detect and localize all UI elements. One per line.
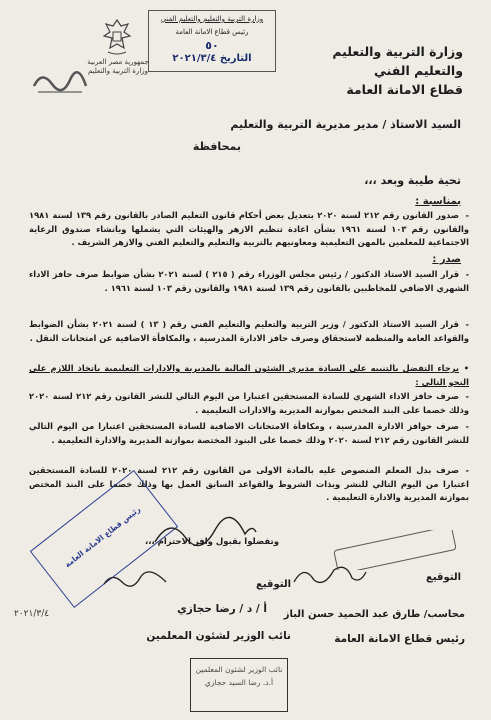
issued-paragraph-1 [29,268,469,295]
issued-heading: صدر : [432,254,461,265]
bullet-icon: - [465,269,470,279]
eagle-emblem-icon [100,18,134,56]
action-text-3: صرف بدل المعلم المنصوص عليه بالمادة الاولى من القانون رقم ٢١٢ لسنة ٢٠٢٠ للسادة المستحقين اعتبارا من اليوم التالي للنشر وبذات الشروط والقواعد السابق العمل بها وذلك خصما على البند المختص بموازنة المديرية والادارة التعليمية . [29,465,469,503]
reference-heading: بمناسبة : [415,196,461,207]
ministry-line-3: قطاع الامانة العامة [346,82,463,97]
emblem-caption: جمهورية مصر العربية وزارة التربية والتعليم [87,58,149,75]
slanted-stamp-icon [325,530,465,570]
action-paragraph-2 [29,420,469,447]
greeting-line: تحية طيبة وبعد ،،، [364,174,461,187]
ministry-logo-icon [30,66,90,94]
signer-name-left: أ / د / رضا حجازي [177,603,267,615]
bullet-icon: - [465,210,469,220]
addressee-line: السيد الاستاذ / مدير مديرية التربية والتعليم [230,118,461,131]
stamp-line-2: رئيس قطاع الامانة العامة [175,28,249,36]
reference-paragraph [29,209,469,250]
outgoing-stamp [148,10,276,72]
stamp-number: ٥٠ [205,39,219,52]
issued-text-1: قرار السيد الاستاذ الدكتور / رئيس مجلس الوزراء رقم ( ٢١٥ ) لسنة ٢٠٢١ بشأن ضوابط صرف حافز الاداء الشهري الاضافي للمخاطبين بالقانون رقم ١٣٩ لسنة ١٩٨١ والقانون رقم ١٠٣ لسنة ١٩٦١ . [29,269,469,293]
received-stamp: رئيس قطاع الامانة العامة [30,470,178,608]
signer-name-right: محاسب/ طارق عبد الحميد حسن الباز [283,609,465,620]
action-text-1: صرف حافز الاداء الشهري للسادة المستحقين اعتبارا من اليوم التالي للنشر القانون رقم ٢١٢ لسنة ٢٠٢٠ وذلك خصما على البند المختص بموازنة المديرية والادارات التعليمية . [29,391,469,415]
instruction-paragraph [29,362,469,389]
signature-scribble-icon [100,566,170,594]
action-paragraph-1 [29,390,469,417]
instruction-text: برجاء التفضل بالتنبيه على السادة مديري الشئون المالية بالمديرية والادارات التعليمية باتخاذ اللازم على النحو التالي : [29,363,469,387]
ministry-line-2: والتعليم الفني [374,63,463,78]
box-stamp-line-2: أ.د. رضا السيد حجازي [204,678,274,687]
stamp-line-1: وزارة التربية والتعليم والتعليم الفني [160,15,264,23]
signature-label-right: التوقيع [426,572,461,583]
bullet-icon: - [465,319,469,329]
ministry-line-1: وزارة التربية والتعليم [332,44,463,59]
ministry-header [313,42,463,99]
bullet-icon: - [465,465,469,475]
action-text-2: صرف حوافز الادارة المدرسية ، ومكافأة الامتحانات الاضافية للسادة المستحقين اعتبارا من اليوم التالي للنشر القانون رقم ٢١٢ لسنة ٢٠٢٠ وذلك خصما على البنود المختصة بموازنة المديرية والادارة التعليمية . [29,421,469,445]
closing-line: وتفضلوا بقبول وافر الاحترام ،،، [144,537,279,547]
signature-label-left: التوقيع [256,579,291,590]
issued-text-2: قرار السيد الاستاذ الدكتور / وزير التربية والتعليم والتعليم الفني رقم ( ١٣ ) لسنة ٢٠٢١ بشأن الضوابط والقواعد العامة والمنظمة لاستحقاق وصرف حافز الادارة المدرسية ، والمكافأة الاضافية عن امتحانات النقل . [29,319,469,343]
bullet-icon: - [465,421,469,431]
handwritten-date: ٢٠٢١/٣/٤ [14,609,50,619]
box-stamp-line-1: نائب الوزير لشئون المعلمين [195,665,283,674]
governorate-line: بمحافظة [192,140,241,153]
signer-title-left: نائب الوزير لشئون المعلمين [146,630,291,642]
signer-title-right: رئيس قطاع الامانة العامة [334,633,465,645]
reference-text: صدور القانون رقم ٢١٢ لسنة ٢٠٢٠ بتعديل بعض أحكام قانون التعليم الصادر بالقانون رقم ١٣٩ لسنة ١٩٨١ والقانون رقم ١٠٣ لسنة ١٩٦١ بشأن اعادة تنظيم الازهر والهيئات التي يشملها وبانشاء صندوق الرعاية الاجتماعية للمعلمين بالمهن التعليمية ومعاونيهم بالتربية والتعليم والتعليم الفني والازهر الشريف . [29,210,469,248]
bullet-icon: • [463,363,469,373]
stamp-date: التاريخ ٢٠٢١/٣/٤ [172,53,252,64]
bullet-icon: - [465,391,469,401]
deputy-minister-stamp [190,658,288,712]
issued-paragraph-2 [29,318,469,345]
handwritten-annotation-icon [150,512,260,552]
